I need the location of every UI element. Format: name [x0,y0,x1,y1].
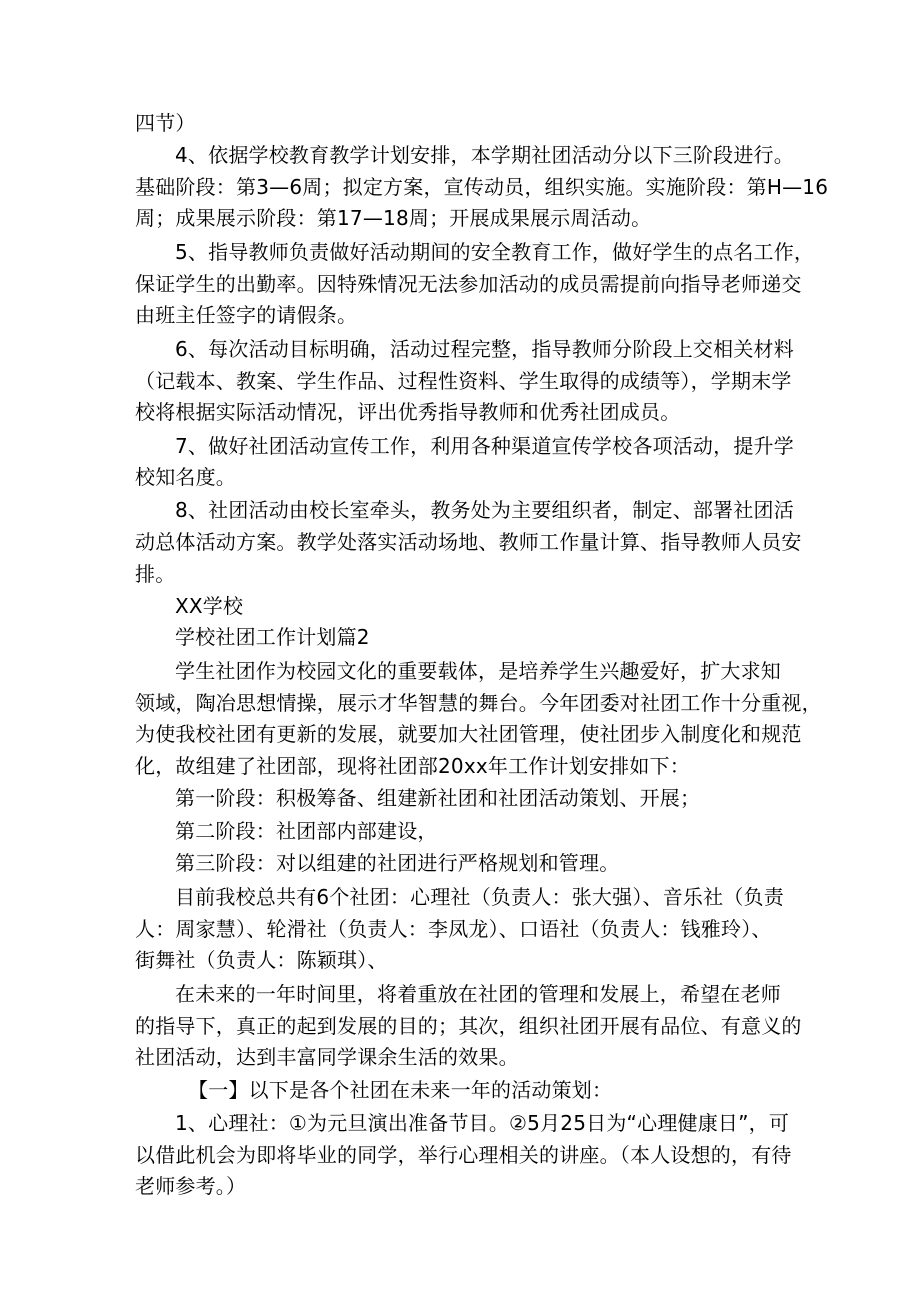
text-line: 6、每次活动目标明确，活动过程完整，指导教师分阶段上交相关材料 [175,337,794,361]
text-line: 1、心理社：①为元旦演出准备节目。②5月25日为“心理健康日”，可 [175,1111,790,1135]
text-line: 校将根据实际活动情况，评出优秀指导教师和优秀社团成员。 [135,400,681,424]
text-line: 由班主任签字的请假条。 [135,303,358,327]
text-line: 学生社团作为校园文化的重要载体，是培养学生兴趣爱好，扩大求知 [175,659,781,683]
text-line: 化，故组建了社团部，现将社团部20xx年工作计划安排如下： [135,754,690,778]
text-line: 第三阶段：对以组建的社团进行严格规划和管理。 [175,851,620,875]
text-line: 排。 [135,562,176,586]
text-line: 领域，陶冶思想情操，展示才华智慧的舞台。今年团委对社团工作十分重视， [135,691,822,715]
text-line: 四节） [135,111,196,135]
text-line: 第一阶段：积极筹备、组建新社团和社团活动策划、开展； [175,786,701,810]
section-heading: 【一】以下是各个社团在未来一年的活动策划： [188,1078,613,1102]
text-line: 人：周家慧）、轮滑社（负责人：李凤龙）、口语社（负责人：钱雅玲）、 [135,917,772,941]
text-line: 校知名度。 [135,465,236,489]
text-line: 为使我校社团有更新的发展，就要加大社团管理，使社团步入制度化和规范 [135,722,802,746]
text-line: 基础阶段：第3—6周；拟定方案，宣传动员，组织实施。实施阶段：第H—16 [135,175,829,199]
text-line: 社团活动，达到丰富同学课余生活的效果。 [135,1045,519,1069]
text-line: 7、做好社团活动宣传工作，利用各种渠道宣传学校各项活动，提升学 [175,434,794,458]
text-line: 老师参考。） [135,1174,247,1198]
text-line: （记载本、教案、学生作品、过程性资料、学生取得的成绩等），学期末学 [135,369,792,393]
text-line: 的指导下，真正的起到发展的目的；其次，组织社团开展有品位、有意义的 [135,1014,802,1038]
text-line: 学校社团工作计划篇2 [175,625,370,649]
text-line: 目前我校总共有6个社团：心理社（负责人：张大强）、音乐社（负责 [175,885,784,909]
text-line: 街舞社（负责人：陈颖琪）、 [135,948,388,972]
text-line: 5、指导教师负责做好活动期间的安全教育工作，做好学生的点名工作， [175,240,815,264]
text-line: XX学校 [175,594,244,618]
text-line: 在未来的一年时间里，将着重放在社团的管理和发展上，希望在老师 [175,982,781,1006]
text-line: 保证学生的出勤率。因特殊情况无法参加活动的成员需提前向指导老师递交 [135,272,802,296]
text-line: 4、依据学校教育教学计划安排，本学期社团活动分以下三阶段进行。 [175,143,794,167]
text-line: 周；成果展示阶段：第17—18周；开展成果展示周活动。 [135,206,652,230]
text-line: 第二阶段：社团部内部建设， [175,819,438,843]
text-line: 以借此机会为即将毕业的同学，举行心理相关的讲座。（本人设想的，有待 [135,1143,792,1167]
text-line: 动总体活动方案。教学处落实活动场地、教师工作量计算、指导教师人员安 [135,530,802,554]
text-line: 8、社团活动由校长室牵头，教务处为主要组织者，制定、部署社团活 [175,498,794,522]
